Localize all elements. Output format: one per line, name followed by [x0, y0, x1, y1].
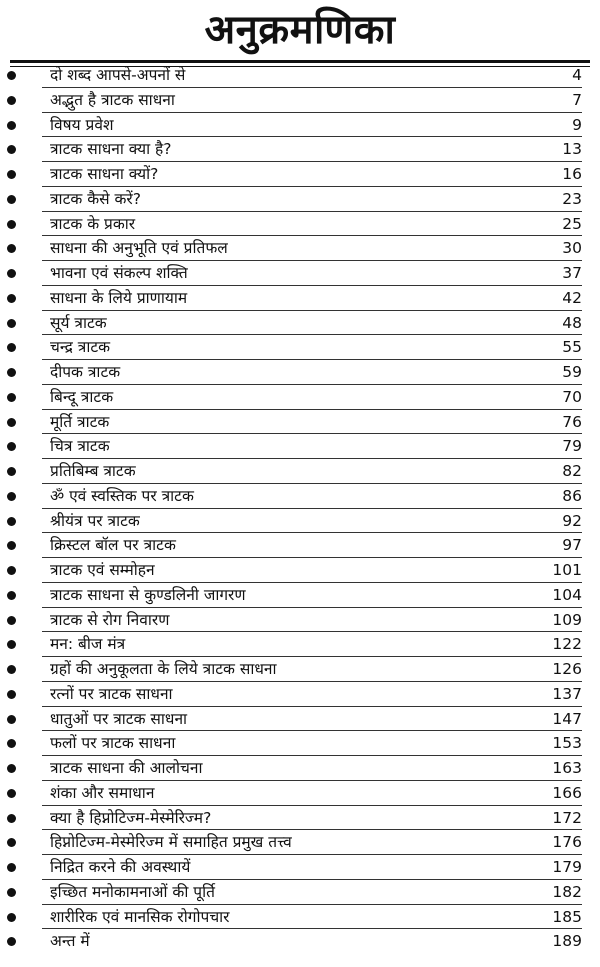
toc-entry — [0, 434, 600, 459]
bullet-icon — [7, 838, 16, 847]
toc-entry — [0, 558, 600, 583]
toc-entry — [0, 880, 600, 905]
toc-entry — [0, 756, 600, 781]
toc-entry-title: त्राटक साधना से कुण्डलिनी जागरण — [50, 585, 246, 604]
toc-entry-page: 13 — [562, 140, 582, 159]
bullet-icon — [7, 913, 16, 922]
toc-entry-page: 163 — [552, 759, 582, 777]
toc-entry-page: 9 — [572, 115, 582, 134]
toc-list — [0, 63, 600, 954]
toc-entry-page: 97 — [562, 536, 582, 555]
toc-entry-page: 48 — [562, 313, 582, 332]
toc-entry-title: बिन्दू त्राटक — [50, 387, 114, 406]
bullet-icon — [7, 566, 16, 575]
toc-entry — [0, 88, 600, 113]
bullet-icon — [7, 541, 16, 550]
toc-entry-title: साधना की अनुभूति एवं प्रतिफल — [50, 239, 228, 258]
toc-entry — [0, 137, 600, 162]
toc-entry-page: 25 — [562, 214, 582, 233]
toc-entry-title: शारीरिक एवं मानसिक रोगोपचार — [50, 907, 230, 926]
toc-entry-page: 16 — [562, 165, 582, 183]
toc-entry — [0, 806, 600, 831]
bullet-icon — [7, 319, 16, 328]
toc-entry — [0, 212, 600, 237]
toc-entry-title: साधना के लिये प्राणायाम — [50, 288, 188, 307]
toc-entry-page: 182 — [552, 882, 582, 901]
bullet-icon — [7, 591, 16, 600]
bullet-icon — [7, 690, 16, 699]
toc-entry-title: हिप्नोटिज्म-मेस्मेरिज्म में समाहित प्रमुख तत्त्व — [50, 833, 292, 852]
bullet-icon — [7, 71, 16, 80]
toc-entry — [0, 657, 600, 682]
bullet-icon — [7, 517, 16, 526]
toc-entry — [0, 855, 600, 880]
toc-entry-page: 137 — [552, 684, 582, 703]
toc-entry-page: 109 — [552, 610, 582, 629]
toc-entry-title: श्रीयंत्र पर त्राटक — [50, 511, 140, 530]
toc-entry — [0, 509, 600, 534]
toc-entry-page: 101 — [552, 561, 582, 579]
page-title: अनुक्रमणिका — [204, 7, 396, 53]
bullet-icon — [7, 937, 16, 946]
toc-entry-page: 37 — [562, 264, 582, 282]
toc-entry-page: 189 — [552, 932, 582, 951]
toc-entry-page: 76 — [562, 412, 582, 431]
toc-entry-page: 55 — [562, 338, 582, 357]
toc-entry — [0, 385, 600, 410]
toc-entry — [0, 410, 600, 435]
toc-entry — [0, 286, 600, 311]
toc-entry — [0, 731, 600, 756]
bullet-icon — [7, 170, 16, 179]
bullet-icon — [7, 442, 16, 451]
toc-entry-page: 147 — [552, 709, 582, 728]
toc-entry — [0, 533, 600, 558]
toc-entry-page: 126 — [552, 660, 582, 678]
toc-entry-title: क्या है हिप्नोटिज्म-मेस्मेरिज्म? — [50, 808, 212, 827]
toc-entry-title: त्राटक एवं सम्मोहन — [50, 561, 155, 579]
toc-entry-page: 23 — [562, 189, 582, 208]
toc-entry-page: 92 — [562, 511, 582, 530]
toc-entry — [0, 360, 600, 385]
toc-entry-title: प्रतिबिम्ब त्राटक — [50, 462, 136, 480]
bullet-icon — [7, 393, 16, 402]
toc-entry-page: 59 — [562, 363, 582, 381]
toc-entry-title: धातुओं पर त्राटक साधना — [50, 709, 188, 728]
toc-entry — [0, 484, 600, 509]
toc-entry-page: 79 — [562, 437, 582, 456]
toc-entry — [0, 311, 600, 336]
bullet-icon — [7, 418, 16, 427]
toc-entry — [0, 905, 600, 930]
toc-entry-title: त्राटक साधना क्या है? — [50, 140, 172, 159]
toc-entry-page: 104 — [552, 585, 582, 604]
toc-entry — [0, 261, 600, 286]
toc-entry — [0, 583, 600, 608]
toc-entry-page: 42 — [562, 288, 582, 307]
toc-entry-title: त्राटक कैसे करें? — [50, 189, 141, 208]
toc-entry — [0, 113, 600, 138]
toc-entry-title: रत्नों पर त्राटक साधना — [50, 684, 173, 703]
toc-entry-title: ॐ एवं स्वस्तिक पर त्राटक — [50, 486, 194, 505]
toc-entry-page: 86 — [562, 486, 582, 505]
toc-entry-page: 70 — [562, 387, 582, 406]
toc-entry-page: 153 — [552, 734, 582, 753]
toc-entry — [0, 830, 600, 855]
bullet-icon — [7, 665, 16, 674]
toc-entry — [0, 335, 600, 360]
bullet-icon — [7, 789, 16, 798]
toc-entry — [0, 682, 600, 707]
toc-entry — [0, 162, 600, 187]
toc-entry-page: 179 — [552, 858, 582, 876]
toc-entry-page: 185 — [552, 907, 582, 926]
toc-entry-title: क्रिस्टल बॉल पर त्राटक — [50, 536, 176, 555]
toc-entry-title: दो शब्द आपसे-अपनों से — [50, 66, 186, 84]
bullet-icon — [7, 121, 16, 130]
toc-entry — [0, 187, 600, 212]
bullet-icon — [7, 640, 16, 649]
bullet-icon — [7, 269, 16, 278]
bullet-icon — [7, 244, 16, 253]
bullet-icon — [7, 715, 16, 724]
toc-entry — [0, 929, 600, 954]
bullet-icon — [7, 96, 16, 105]
toc-entry-title: विषय प्रवेश — [50, 115, 114, 134]
toc-entry-title: त्राटक के प्रकार — [50, 214, 136, 233]
toc-entry-title: सूर्य त्राटक — [50, 313, 107, 332]
toc-entry-page: 4 — [572, 66, 582, 84]
toc-entry-page: 7 — [572, 90, 582, 109]
bullet-icon — [7, 492, 16, 501]
bullet-icon — [7, 220, 16, 229]
bullet-icon — [7, 467, 16, 476]
toc-entry-title: त्राटक से रोग निवारण — [50, 610, 170, 629]
toc-entry — [0, 459, 600, 484]
bullet-icon — [7, 294, 16, 303]
toc-entry-title: त्राटक साधना की आलोचना — [50, 759, 203, 777]
toc-entry-title: मूर्ति त्राटक — [50, 412, 110, 431]
bullet-icon — [7, 739, 16, 748]
toc-entry-title: निद्रित करने की अवस्थायें — [50, 858, 191, 876]
toc-entry — [0, 236, 600, 261]
toc-entry-page: 166 — [552, 783, 582, 802]
bullet-icon — [7, 368, 16, 377]
bullet-icon — [7, 863, 16, 872]
toc-entry-page: 176 — [552, 833, 582, 852]
bullet-icon — [7, 888, 16, 897]
toc-entry-page: 82 — [562, 462, 582, 480]
toc-entry-title: शंका और समाधान — [50, 783, 155, 802]
toc-entry-title: भावना एवं संकल्प शक्ति — [50, 264, 188, 282]
toc-entry-title: त्राटक साधना क्यों? — [50, 165, 159, 183]
bullet-icon — [7, 764, 16, 773]
toc-entry-page: 30 — [562, 239, 582, 258]
bullet-icon — [7, 343, 16, 352]
toc-entry — [0, 781, 600, 806]
toc-entry-title: मन: बीज मंत्र — [50, 635, 126, 654]
bullet-icon — [7, 616, 16, 625]
toc-entry-page: 172 — [552, 808, 582, 827]
toc-entry-title: इच्छित मनोकामनाओं की पूर्ति — [50, 882, 215, 901]
toc-entry — [0, 632, 600, 657]
bullet-icon — [7, 195, 16, 204]
toc-entry-title: ग्रहों की अनुकूलता के लिये त्राटक साधना — [50, 660, 277, 678]
bullet-icon — [7, 814, 16, 823]
toc-entry-title: दीपक त्राटक — [50, 363, 121, 381]
toc-entry-title: फलों पर त्राटक साधना — [50, 734, 176, 753]
toc-entry-title: अन्त में — [50, 932, 90, 951]
toc-entry — [0, 707, 600, 732]
toc-entry — [0, 608, 600, 633]
toc-entry-title: अद्भुत है त्राटक साधना — [50, 90, 175, 109]
bullet-icon — [7, 145, 16, 154]
toc-entry-title: चन्द्र त्राटक — [50, 338, 111, 357]
toc-entry — [0, 63, 600, 88]
toc-entry-title: चित्र त्राटक — [50, 437, 110, 456]
toc-entry-page: 122 — [552, 635, 582, 654]
